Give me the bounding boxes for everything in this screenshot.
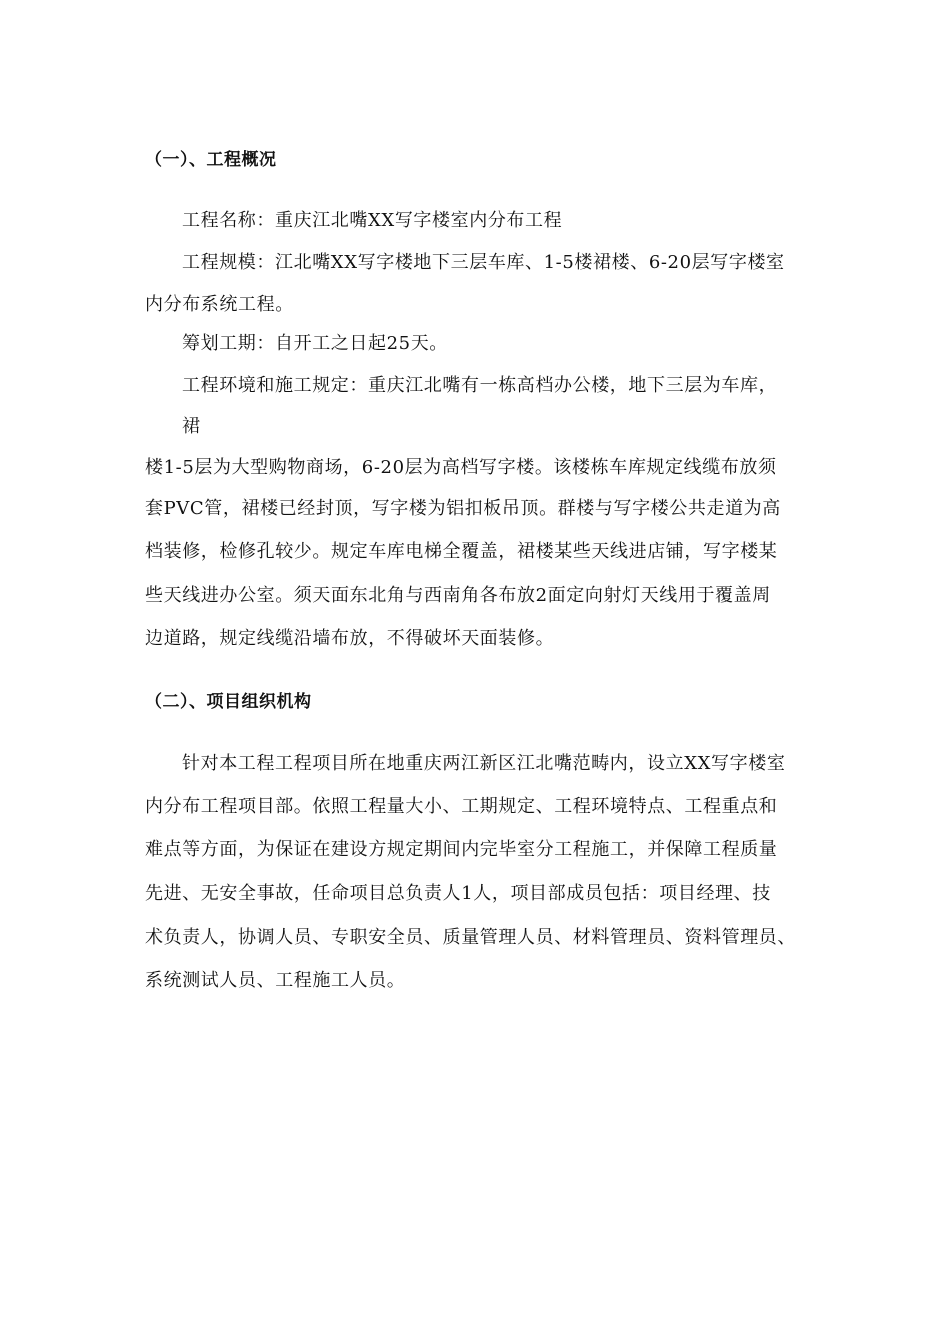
paragraph-line: 先进、无安全事故，任命项目总负责人1人，项目部成员包括：项目经理、技 (145, 883, 771, 904)
paragraph-line: 工程规模：江北嘴XX写字楼地下三层车库、1-5楼裙楼、6-20层写字楼室 (182, 252, 785, 273)
paragraph-line: 筹划工期：自开工之日起25天。 (182, 333, 448, 354)
section-heading-organization: （二）、项目组织机构 (145, 692, 312, 712)
paragraph-line: 工程名称：重庆江北嘴XX写字楼室内分布工程 (182, 210, 563, 231)
paragraph-line: 楼1-5层为大型购物商场，6-20层为高档写字楼。该楼栋车库规定线缆布放须 (145, 457, 777, 478)
paragraph-line: 套PVC管，裙楼已经封顶，写字楼为铝扣板吊顶。群楼与写字楼公共走道为高 (145, 498, 781, 519)
paragraph-line: 系统测试人员、工程施工人员。 (145, 970, 406, 991)
paragraph-line: 工程环境和施工规定：重庆江北嘴有一栋高档办公楼，地下三层为车库， (182, 375, 778, 396)
paragraph-line: 术负责人，协调人员、专职安全员、质量管理人员、材料管理员、资料管理员、 (145, 927, 796, 948)
section-heading-overview: （一）、工程概况 (145, 150, 277, 170)
paragraph-line: 些天线进办公室。须天面东北角与西南角各布放2面定向射灯天线用于覆盖周 (145, 585, 771, 606)
paragraph-line: 针对本工程工程项目所在地重庆两江新区江北嘴范畴内，设立XX写字楼室 (182, 753, 786, 774)
paragraph-line: 内分布系统工程。 (145, 294, 294, 315)
paragraph-line: 边道路，规定线缆沿墙布放，不得破坏天面装修。 (145, 628, 555, 649)
paragraph-line: 内分布工程项目部。依照工程量大小、工期规定、工程环境特点、工程重点和 (145, 796, 778, 817)
paragraph-line: 档装修，检修孔较少。规定车库电梯全覆盖，裙楼某些天线进店铺，写字楼某 (145, 541, 778, 562)
paragraph-line: 难点等方面，为保证在建设方规定期间内完毕室分工程施工，并保障工程质量 (145, 839, 778, 860)
paragraph-line: 裙 (182, 416, 201, 437)
